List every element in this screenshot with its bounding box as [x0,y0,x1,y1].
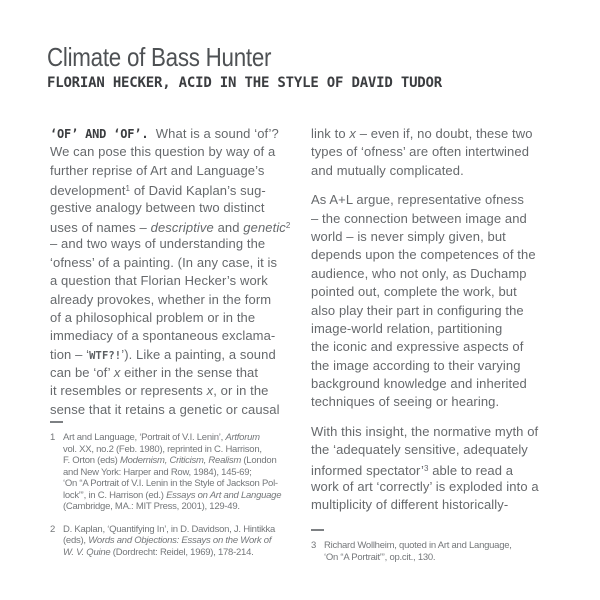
text-run: genetic [243,219,286,235]
text-run: already provokes, whether in the form [50,291,272,307]
text-run: What is a sound ‘of’? [148,126,279,141]
text-run: Words and Objections: Essays on the Work of [88,535,272,546]
text-line [63,432,308,444]
text-line [50,327,308,345]
text-run: the ‘adequately sensitive, adequately [311,442,528,458]
text-run: gestive analogy between two distinct [50,199,265,215]
text-run: ‘ofness’ of a painting. (In any case, it is [50,254,278,270]
text-line [311,228,569,246]
text-run: can be ‘of’ [50,365,114,381]
text-line [63,547,308,559]
text-run: development [50,183,126,199]
text-line [50,217,308,235]
text-run: a question that Florian Hecker’s work [50,273,268,289]
text-line [311,460,569,478]
text-run: descriptive [150,219,214,235]
text-run: the iconic and expressive aspects of [311,339,524,355]
text-run: either in the sense that [120,365,259,381]
text-line [63,444,308,456]
text-run: uses of names – [50,219,151,235]
text-run: (Dordrecht: Reidel, 1969), 178-214. [110,546,254,558]
text-run: pointed out, complete the work, but [311,284,517,300]
text-run: tion – ‘ [50,346,90,362]
text-line [50,401,308,419]
footnote [311,540,569,563]
text-run: ’). Like a painting, a sound [121,346,276,362]
text-run: of David Kaplan’s sug- [130,183,266,199]
text-run: Essays on Art and Language [166,489,282,501]
text-run: With this insight, the normative myth of [311,423,539,439]
footnote [50,432,308,513]
text-run: W. V. Quine [63,546,111,558]
text-line [50,291,308,309]
text-run: Art and Language, ‘Portrait of V.I. Lenin’, [63,432,226,443]
text-line [63,467,308,479]
text-run: F. Orton (eds) [63,455,120,466]
text-run: As A+L argue, representative ofness [311,192,524,208]
text-run: 3 [423,463,429,473]
footnote-number: 2 [50,523,56,535]
footnote [50,524,308,559]
text-run: , or in the [213,383,269,399]
text-run: world – is never simply given, but [311,228,506,244]
text-run: (eds), [63,535,89,546]
text-line [311,143,569,161]
footnote-number: 3 [311,540,317,551]
text-line [50,272,308,290]
text-run: 1 [125,184,131,194]
text-line [50,346,308,364]
text-line [50,382,308,400]
text-line [311,302,569,320]
text-run: – and two ways of understanding the [50,236,266,252]
text-run: ‘On “A Portrait”’, op.cit., 130. [324,551,436,563]
text-line [311,246,569,264]
text-run: ‘OF’ AND ‘OF’. [50,127,149,141]
text-line [311,441,569,459]
text-line [311,162,569,180]
text-run: x [206,383,214,399]
footnote-number: 1 [50,432,56,443]
text-run: Modernism, Criticism, Realism [119,455,241,466]
text-line [50,162,308,180]
text-line [311,210,569,228]
text-run: ‘On “A Portrait of V.I. Lenin in the Style of Jackson Pol- [63,478,278,489]
text-line [311,338,569,356]
text-run: it resembles or represents [50,383,207,399]
text-run: also play their part in configuring the [311,302,524,318]
left-column [50,125,308,419]
text-line [311,191,569,209]
text-run: WTF?! [89,349,122,362]
text-run: audience, who not only, as Duchamp [311,265,527,281]
text-line [324,540,569,552]
text-run: background knowledge and inherited [311,376,527,392]
text-run: lock”’, in C. Harrison (ed.) [63,489,167,501]
text-line [63,524,308,536]
text-run: multiplicity of different historically- [311,497,509,513]
text-run: vol. XX, no.2 (Feb. 1980), reprinted in C. Harrison, [63,443,262,455]
text-run: 2 [285,220,291,230]
text-run: sense that it retains a genetic or causal [50,401,280,417]
text-line [311,423,569,441]
text-line [311,375,569,393]
text-run: Richard Wollheim, quoted in Art and Language, [324,540,512,551]
text-run: link to [311,126,350,141]
text-line [50,199,308,217]
text-run: work of art ‘correctly’ is exploded into a [311,479,539,495]
text-line [311,393,569,411]
left-footnotes [50,421,308,558]
paragraph [311,125,569,180]
text-line [311,125,569,143]
text-line [50,180,308,198]
text-run: We can pose this question by way of a [50,144,276,160]
text-line [50,235,308,253]
text-run: able to read a [428,462,514,478]
text-line [311,320,569,338]
text-line [50,364,308,382]
text-run: immediacy of a spontaneous exclama- [50,328,276,344]
text-line [50,254,308,272]
text-run: (London [240,455,277,466]
text-run: – even if, no doubt, these two [355,126,533,141]
paragraph [50,125,308,419]
text-run: x [349,126,356,141]
text-line [63,501,308,513]
text-line [50,309,308,327]
text-run: of a philosophical problem or in the [50,309,256,325]
right-footnotes [311,529,569,563]
text-run: informed spectator’ [311,462,424,478]
footnote-rule [50,421,63,423]
text-run: and mutually complicated. [311,162,464,178]
text-run: types of ‘ofness’ are often intertwined [311,144,530,160]
page-title: Climate of Bass Hunter [47,42,272,72]
page-subtitle: FLORIAN HECKER, ACID IN THE STYLE OF DAVID TUDOR [47,75,442,91]
text-line [311,357,569,375]
text-line [63,535,308,547]
text-line [63,478,308,490]
paragraph [311,423,569,515]
text-run: – the connection between image and [311,210,527,226]
text-run: and New York: Harper and Row, 1984), 145-69; [63,466,252,478]
right-column [311,125,569,515]
text-line [311,478,569,496]
text-line [311,265,569,283]
text-run: and [213,219,244,235]
text-run: further reprise of Art and Language’s [50,162,265,178]
footnote-rule [311,529,324,531]
text-line [63,490,308,502]
text-line [63,455,308,467]
text-run: Artforum [225,432,260,443]
text-line [311,496,569,514]
text-line [324,552,569,564]
text-run: D. Kaplan, ‘Quantifying In’, in D. Davidson, J. Hintikka [63,523,275,535]
text-run: x [113,365,121,381]
text-run: the image according to their varying [311,357,521,373]
text-run: depends upon the competences of the [311,247,536,263]
text-line [311,283,569,301]
text-run: techniques of seeing or hearing. [311,394,500,410]
text-run: image-world relation, partitioning [311,320,503,336]
text-run: (Cambridge, MA.: MIT Press, 2001), 129-49. [63,501,240,512]
text-line [50,125,308,143]
text-line [50,143,308,161]
paragraph [311,191,569,412]
